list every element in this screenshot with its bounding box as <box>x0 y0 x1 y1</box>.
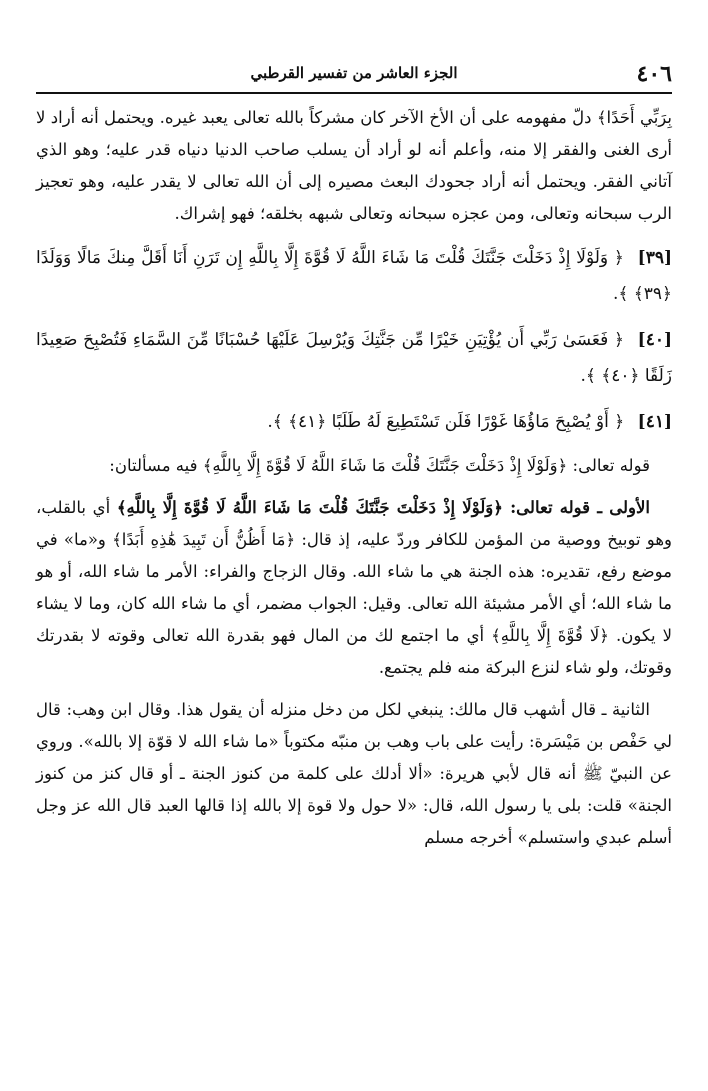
verse-40 <box>36 322 672 394</box>
first-issue-heading: الأولى ـ قوله تعالى: ﴿وَلَوْلَا إِذْ دَخَلْتَ جَنَّتَكَ قُلْتَ مَا شَاءَ اللَّهُ لَا قُوَّةَ إِلَّا بِاللَّهِ﴾ <box>116 498 650 517</box>
verse-39 <box>36 240 672 312</box>
verse-text-39: ﴿ وَلَوْلَا إِذْ دَخَلْتَ جَنَّتَكَ قُلْتَ مَا شَاءَ اللَّهُ لَا قُوَّةَ إِلَّا بِاللَّهِ إِن تَرَنِ أَنَا أَقَلَّ مِنكَ مَالًا وَوَلَدًا ﴿٣٩﴾ ﴾. <box>36 248 672 304</box>
verse-number-39: [٣٩] <box>637 248 672 268</box>
page-number: ٤٠٦ <box>636 61 672 87</box>
paragraph-intro: بِرَبِّي أَحَدًا﴾ دلّ مفهومه على أن الأخ الآخر كان مشركاً بالله تعالى يعبد غيره. ويحتمل أنه أراد لا أرى الغنى والفقر إلا منه، وأعلم أنه لو أراد أن يسلب صاحب الدنيا دنياه قدر عليه؛ وهو الذي آتاني الفقر. ويحتمل أنه أراد جحودك البعث مصيره إلى أن الله تعالى لا يقدر عليه، وهو تعجيز الرب سبحانه وتعالى، ومن عجزه سبحانه وتعالى شبهه بخلقه؛ فهو إشراك. <box>36 108 672 223</box>
verse-number-40: [٤٠] <box>637 330 672 350</box>
paragraph-questions: قوله تعالى: ﴿وَلَوْلَا إِذْ دَخَلْتَ جَنَّتَكَ قُلْتَ مَا شَاءَ اللَّهُ لَا قُوَّةَ إِلَّا بِاللَّهِ﴾ فيه مسألتان: <box>109 456 650 475</box>
paragraph-second-issue: الثانية ـ قال أشهب قال مالك: ينبغي لكل من دخل منزله أن يقول هذا. وقال ابن وهب: قال لي حَفْص بن مَيْسَرة: رأيت على باب وهب بن منبّه مكتوباً «ما شاء الله لا قوّة إلا بالله». وروي عن النبيّ ﷺ أنه قال لأبي هريرة: «ألا أدلك على كلمة من كنوز الجنة ـ أو قال كنز من كنوز الجنة» قلت: بلى يا رسول الله، قال: «لا حول ولا قوة إلا بالله إذا قالها العبد قال الله عز وجل أسلم عبدي واستسلم» أخرجه مسلم <box>36 700 672 847</box>
page-header <box>36 56 672 94</box>
verse-text-40: ﴿ فَعَسَىٰ رَبِّي أَن يُؤْتِيَنِ خَيْرًا مِّن جَنَّتِكَ وَيُرْسِلَ عَلَيْهَا حُسْبَانًا مِّنَ السَّمَاءِ فَتُصْبِحَ صَعِيدًا زَلَقًا ﴿٤٠﴾ ﴾. <box>36 330 672 386</box>
verse-text-41: ﴿ أَوْ يُصْبِحَ مَاؤُهَا غَوْرًا فَلَن تَسْتَطِيعَ لَهُ طَلَبًا ﴿٤١﴾ ﴾. <box>267 412 625 432</box>
paragraph-first-issue <box>36 492 672 684</box>
first-issue-text: أي بالقلب، وهو توبيخ ووصية من المؤمن للكافر وردّ عليه، إذ قال: ﴿مَا أَظُنُّ أَن تَبِيدَ هَٰذِهِ أَبَدًا﴾ و«ما» في موضع رفع، تقديره: هذه الجنة هي ما شاء الله. وقال الزجاج والفراء: الأمر ما شاء الله، أو هو ما شاء الله؛ أي الأمر مشيئة الله تعالى. وقيل: الجواب مضمر، أي ما شاء الله كان، وما لا يشاء لا يكون. ﴿لَا قُوَّةَ إِلَّا بِاللَّهِ﴾ أي ما اجتمع لك من المال فهو بقدرة الله تعالى وقوته لا بقدرتك وقوتك، ولو شاء لنزع البركة منه فلم يجتمع. <box>36 498 672 677</box>
running-title: الجزء العاشر من تفسير القرطبي <box>250 64 458 82</box>
verse-number-41: [٤١] <box>637 412 672 432</box>
page-content <box>36 102 672 864</box>
verse-41 <box>36 404 672 440</box>
